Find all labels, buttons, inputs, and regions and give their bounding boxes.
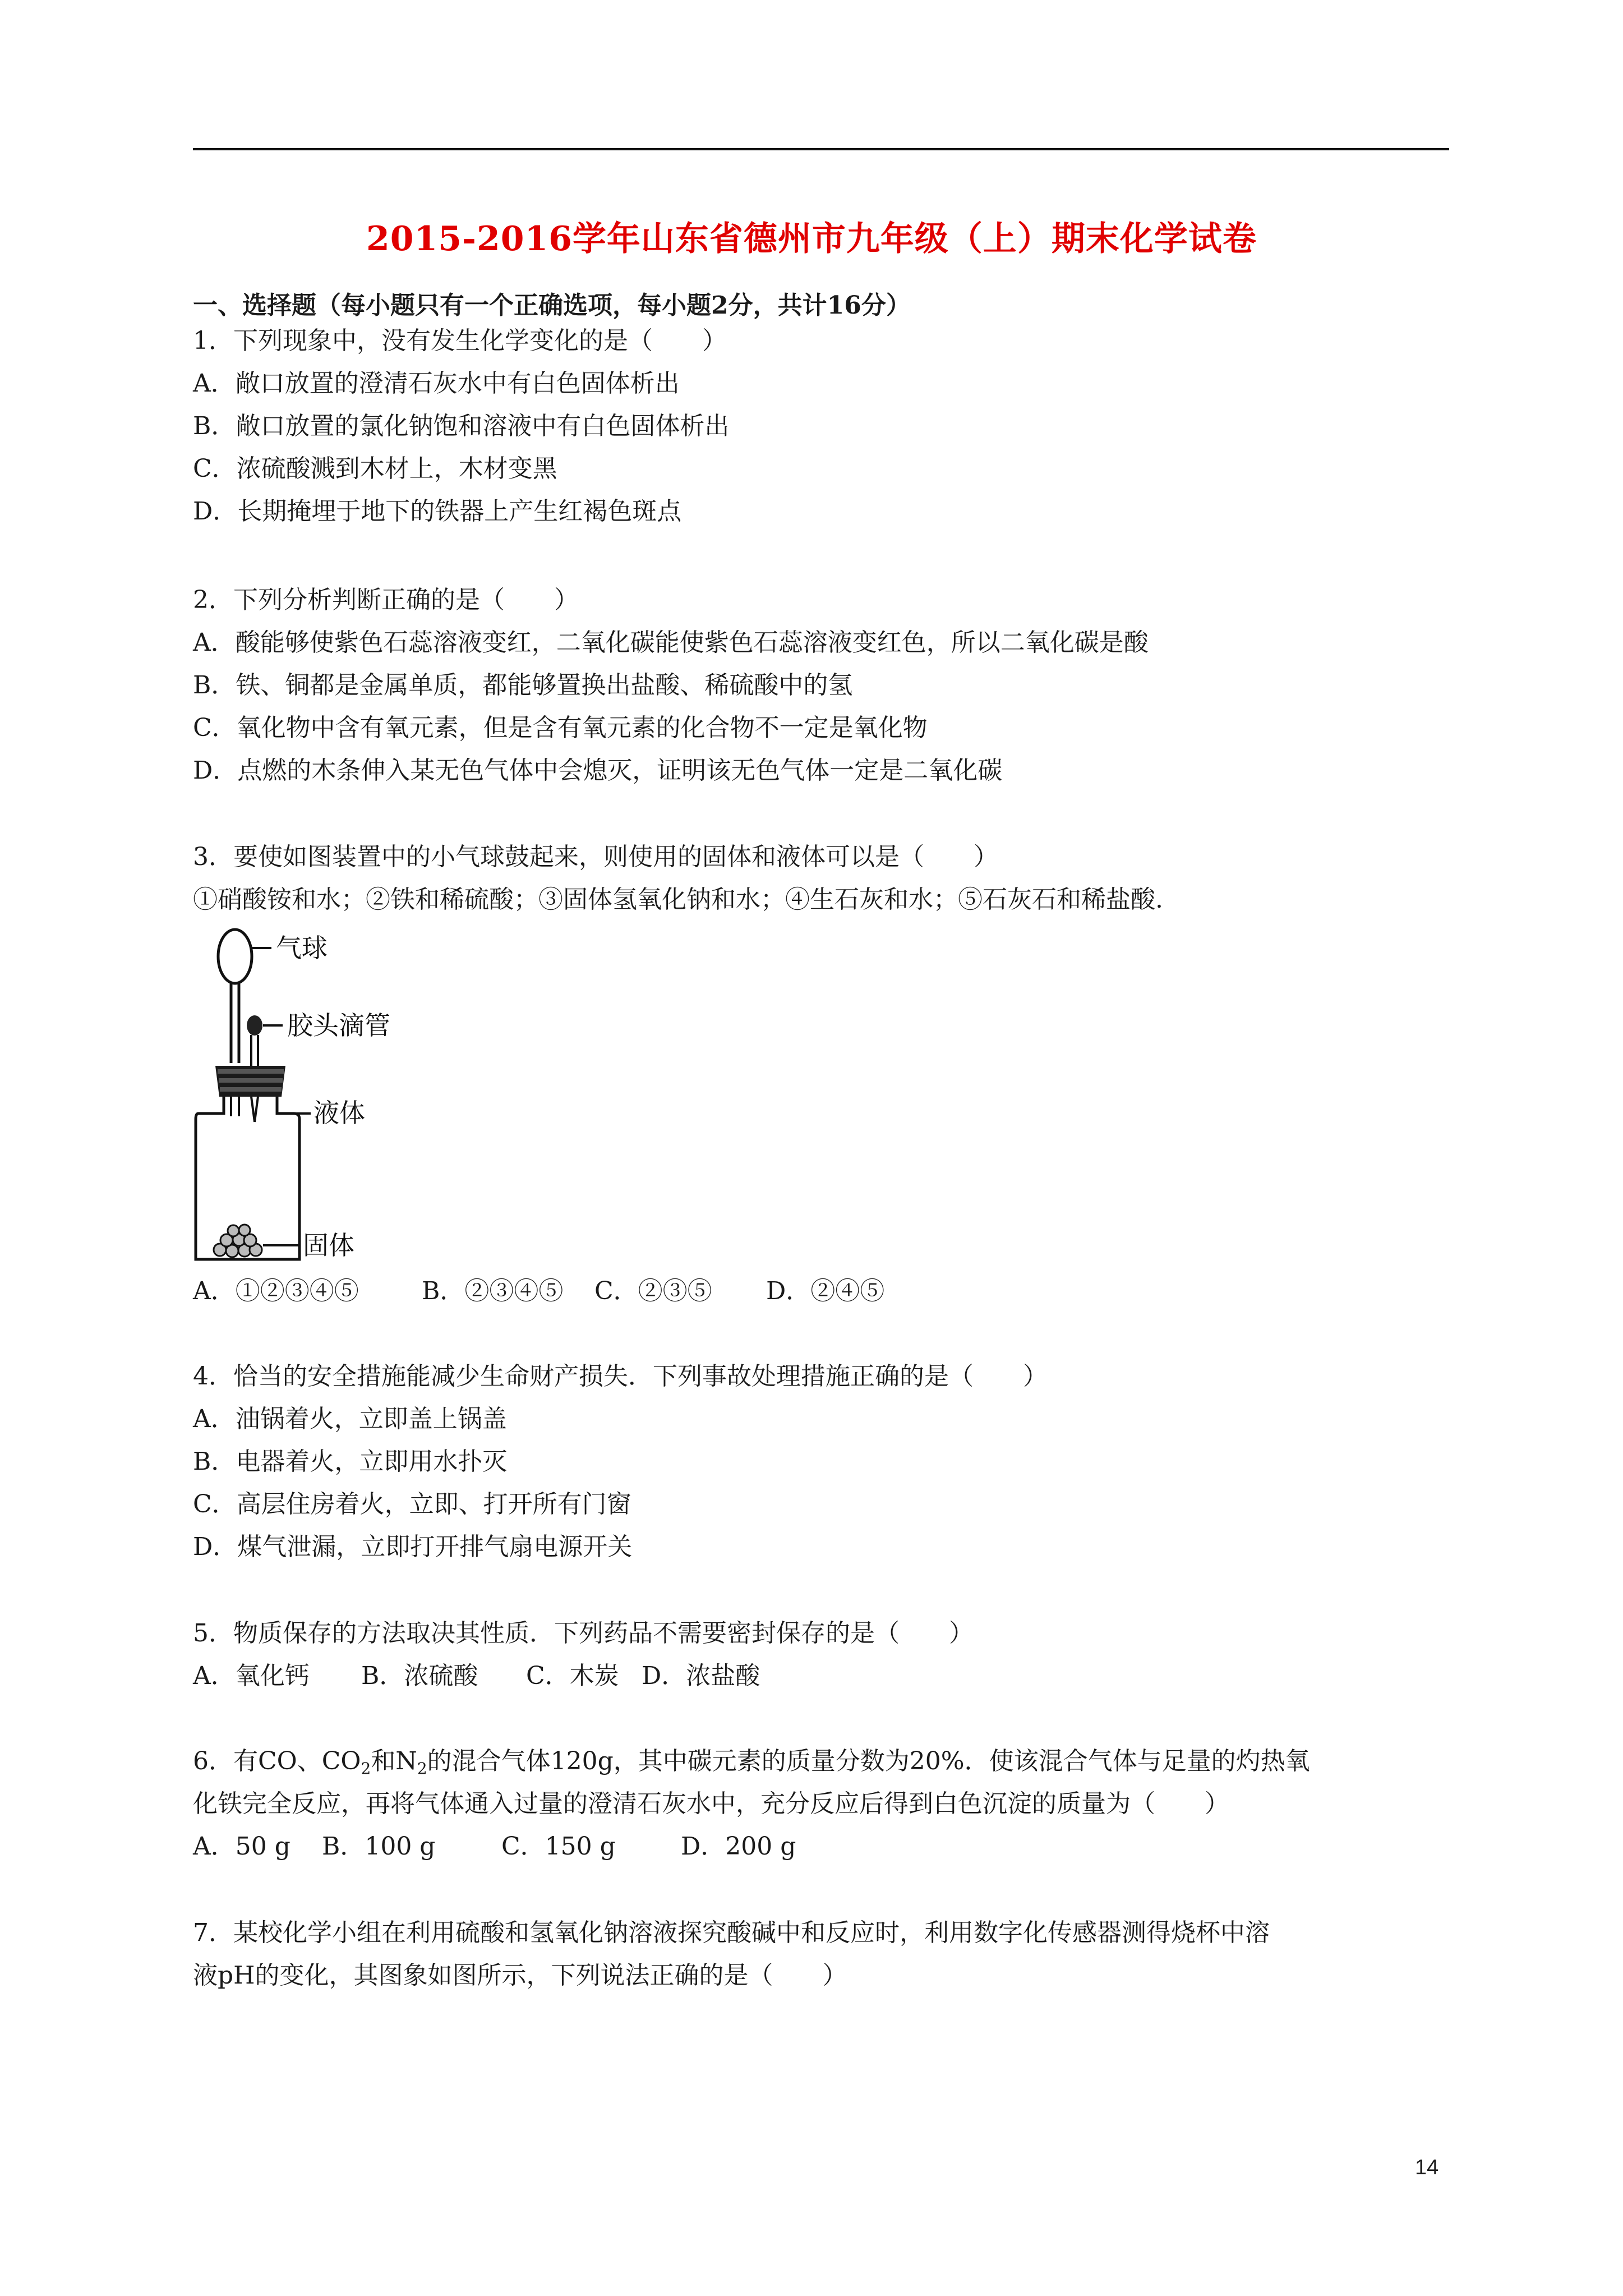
page-number: 14 — [1415, 2156, 1439, 2179]
q2-option-d: D．点燃的木条伸入某无色气体中会熄灭，证明该无色气体一定是二氧化碳 — [193, 756, 1003, 785]
q1-option-b: B．敞口放置的氯化钠饱和溶液中有白色固体析出 — [193, 412, 730, 440]
q6-option-b: B．100 g — [322, 1832, 436, 1861]
q7-stem-line2: 液pH的变化，其图象如图所示，下列说法正确的是（ ） — [193, 1961, 847, 1990]
label-dropper: 胶头滴管 — [287, 1010, 390, 1041]
q2-option-c: C．氧化物中含有氧元素，但是含有氧元素的化合物不一定是氧化物 — [193, 714, 928, 742]
q1-option-c: C．浓硫酸溅到木材上，木材变黑 — [193, 454, 557, 483]
solid-pellets — [214, 1225, 262, 1257]
q6-option-a: A．50 g — [193, 1832, 291, 1861]
section-heading: 一、选择题（每小题只有一个正确选项，每小题2分，共计16分） — [193, 291, 911, 320]
q5-stem: 5．物质保存的方法取决其性质．下列药品不需要密封保存的是（ ） — [193, 1619, 974, 1648]
q5-option-b: B．浓硫酸 — [361, 1662, 478, 1690]
q4-option-d: D．煤气泄漏，立即打开排气扇电源开关 — [193, 1533, 633, 1561]
q3-option-b: B．②③④⑤ — [422, 1277, 564, 1305]
apparatus-figure — [193, 926, 485, 1273]
q1-stem: 1．下列现象中，没有发生化学变化的是（ ） — [193, 326, 727, 355]
q4-option-a: A．油锅着火，立即盖上锅盖 — [193, 1405, 507, 1433]
q5-options — [193, 1664, 760, 1688]
label-balloon: 气球 — [276, 933, 328, 963]
q6-options — [193, 1834, 796, 1859]
q1-option-d: D．长期掩埋于地下的铁器上产生红褐色斑点 — [193, 497, 682, 526]
q4-option-c: C．高层住房着火，立即、打开所有门窗 — [193, 1490, 631, 1519]
q5-option-d: D．浓盐酸 — [642, 1662, 760, 1690]
header-rule — [193, 148, 1449, 150]
q6-stem-line1: 6．有CO、$CO_2$和$N_2$的混合气体120g，其中碳元素的质量分数为20%．使该混合气体与足量的灼热氧 — [193, 1747, 1310, 1778]
q6-option-d: D．200 g — [681, 1832, 796, 1861]
q3-options — [193, 1279, 884, 1304]
q5-option-c: C．木炭 — [526, 1662, 619, 1690]
dropper-bulb — [247, 1015, 262, 1036]
q3-list: ①硝酸铵和水；②铁和稀硫酸；③固体氢氧化钠和水；④生石灰和水；⑤石灰石和稀盐酸. — [193, 885, 1163, 914]
balloon-shape — [218, 930, 252, 983]
label-liquid: 液体 — [313, 1098, 365, 1128]
q1-option-a: A．敞口放置的澄清石灰水中有白色固体析出 — [193, 369, 680, 398]
q3-option-c: C．②③⑤ — [594, 1277, 712, 1305]
q7-stem-line1: 7．某校化学小组在利用硫酸和氢氧化钠溶液探究酸碱中和反应时，利用数字化传感器测得烧杯中溶 — [193, 1918, 1270, 1947]
q3-option-a: A．①②③④⑤ — [193, 1277, 359, 1305]
exam-title: 2015-2016学年山东省德州市九年级（上）期末化学试卷 — [366, 219, 1257, 259]
q5-option-a: A．氧化钙 — [193, 1662, 310, 1690]
q4-option-b: B．电器着火，立即用水扑灭 — [193, 1447, 508, 1476]
q3-option-d: D．②④⑤ — [766, 1277, 885, 1305]
q3-stem: 3．要使如图装置中的小气球鼓起来，则使用的固体和液体可以是（ ） — [193, 843, 998, 871]
q2-option-a: A．酸能够使紫色石蕊溶液变红，二氧化碳能使紫色石蕊溶液变红色，所以二氧化碳是酸 — [193, 628, 1149, 657]
label-solid: 固体 — [303, 1230, 354, 1260]
q6-option-c: C．150 g — [501, 1832, 616, 1861]
q6-stem-line2: 化铁完全反应，再将气体通入过量的澄清石灰水中，充分反应后得到白色沉淀的质量为（ ） — [193, 1789, 1229, 1818]
q2-option-b: B．铁、铜都是金属单质，都能够置换出盐酸、稀硫酸中的氢 — [193, 671, 853, 700]
q4-stem: 4．恰当的安全措施能减少生命财产损失．下列事故处理措施正确的是（ ） — [193, 1362, 1048, 1391]
q2-stem: 2．下列分析判断正确的是（ ） — [193, 586, 579, 614]
